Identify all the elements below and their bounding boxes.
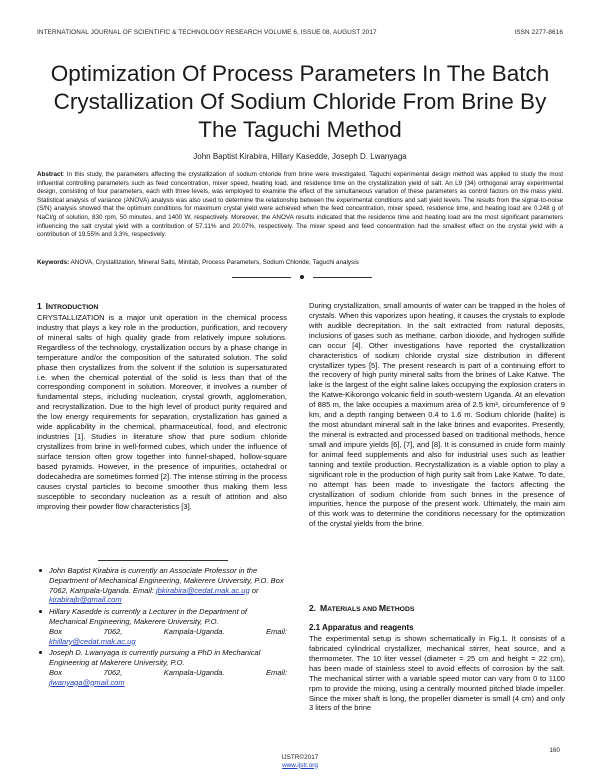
footnote-separator (98, 560, 228, 561)
section-1-cap: I (45, 301, 49, 311)
footnote-address-row (49, 668, 287, 678)
section-2-cap: M (378, 603, 387, 613)
email-link[interactable]: kirabirajb@gmail.com (49, 595, 122, 605)
section-divider (232, 274, 372, 280)
footer-url[interactable]: www.ijstr.org (282, 761, 318, 769)
footnote-item (37, 648, 287, 687)
subsection-2-1-heading: 2.1 Apparatus and reagents (309, 623, 414, 632)
paper-title: Optimization Of Process Parameters In The Batch Crystallization Of Sodium Chloride From Brine By The Taguchi Method (50, 61, 550, 142)
page-number: 160 (549, 747, 560, 754)
footnote-city: Kampala-Uganda. (163, 667, 225, 677)
divider-line-left (232, 277, 291, 278)
issn: ISSN 2277-8616 (514, 29, 563, 36)
section-2-heading (309, 603, 414, 613)
email-link[interactable]: jlwanyaga@gmail.com (49, 677, 125, 687)
footnote-address-row (49, 627, 287, 637)
section-1-heading (37, 301, 98, 311)
email-link[interactable]: khillary@cedat.mak.ac.ug (49, 636, 136, 646)
keywords-label: Keywords: (37, 259, 70, 266)
footnote-boxnum: 7062, (103, 626, 123, 636)
running-header (37, 29, 563, 36)
abstract-label: Abstract (37, 171, 63, 178)
page-footer (0, 754, 600, 769)
apparatus-paragraph: The experimental setup is shown schematically in Fig.1. It consists of a fabricated cylindrical crystallizer, mechanical stirrer, heat source, and a thermometer. The 10 liter vessel (diameter = 25 cm and height = 22 cm), has been made of stainless steel to avoid effects of corrosion by the salt. The mechanical stirrer with a variable speed motor can vary from 0 to 1100 rpm to provide the mixing, using a centrally mounted pitched blade impeller. Since the mixer shaft is long, the propeller diameter is small (4 cm) and only 3 liters of the brine (309, 634, 565, 713)
author-list: John Baptist Kirabira, Hillary Kasedde, Joseph D. Lwanyaga (193, 152, 407, 161)
email-link[interactable]: jbkirabira@cedat.mak.ac.ug (156, 585, 250, 595)
bullet-icon (39, 569, 42, 572)
footnote-text: John Baptist Kirabira is currently an Associate Professor in the Department of Mechanical Engineering, Makerere University, P.O. Box 7062, Kampala-Uganda. Email: (49, 566, 284, 595)
author-footnotes (37, 566, 287, 690)
footnote-email-label: Email: (266, 626, 287, 636)
footnote-box: Box (49, 667, 63, 677)
footnote-text: Hillary Kasedde is currently a Lecturer in the Department of Mechanical Engineering, Makerere University, P.O. (49, 607, 247, 626)
journal-name: INTERNATIONAL JOURNAL OF SCIENTIFIC & TECHNOLOGY RESEARCH VOLUME 6, ISSUE 08, AUGUST 2017 (37, 29, 377, 36)
footnote-email-label: Email: (266, 667, 287, 677)
footnote-joiner: or (249, 585, 259, 595)
section-1-rest: NTRODUCTION (48, 304, 99, 311)
section-1-number: 1 (37, 301, 42, 311)
footer-org: IJSTR©2017 (281, 754, 319, 761)
section-2-rest: ETHODS (386, 606, 415, 613)
keywords (37, 259, 563, 267)
bullet-icon (39, 651, 42, 654)
divider-line-right (313, 277, 372, 278)
bullet-icon (39, 610, 42, 613)
footnote-item (37, 566, 287, 605)
footnote-item (37, 607, 287, 646)
footnote-city: Kampala-Uganda. (163, 626, 225, 636)
section-2-rest: ATERIALS AND (327, 606, 379, 613)
abstract-text: : In this study, the parameters affecting the crystallization of sodium chloride from brine were investigated. Taguchi experimental design method was applied to study the most influential controlling parameters such as feed concentration, mixer speed, heating load, and residence time on the crystallization yield of salt. An L9 (34) orthogonal array experimental design, consisting of four parameters, each with three levels, was employed to examine the effect of the simultaneous variation of these parameters as control factors on the mass yield. Statistical analysis of variance (ANOVA) analysis was also used to determine the relationship between the experimental conditions and salt yield levels. The results from the signal-to-noise (S/N) analysis showed that the optimum conditions for maximum crystal yield were achieved when the feed concentration, mixer speed, residence time, and heating load are 0.248 g of NaCl/g of solution, 830 rpm, 50 minutes, and 1400 W, respectively. Moreover, the ANOVA results indicated that the residence time and heating load are the most significant parameters influencing the salt crystal yield with a contribution of 57.11% and 20.07%, respectively. The mixer speed and feed concentration had the smallest effect on the crystal yield with a contribution of 19.55% and 3.3%, respectively. (37, 171, 563, 239)
footnote-box: Box (49, 626, 63, 636)
abstract (37, 171, 563, 240)
footnote-boxnum: 7062, (103, 667, 123, 677)
section-2-number: 2. (309, 603, 316, 613)
introduction-paragraph: CRYSTALLIZATION is a major unit operation in the chemical process industry that plays a key role in the production, purification, and recovery of mineral salts of high quality grade from relatively impure solutions. Regardless of the technology, crystallization occurs by a phase change in temperature and/or the composition of the saturated solution. The solid phase then crystallizes from the solvent if the solution is supersaturated i.e. when the chemical potential of the solid is less than that of the corresponding component in solution. Moreover, it involves a number of fundamental steps, including nucleation, crystal growth, agglomeration, and recrystallization. Due to the high level of product purity required and the low energy requirements for separation, crystallization has gained a wide applicability in the chemical, pharmaceutical, food, and electronic industries [1]. Studies in literature show that pure sodium chloride crystallizes from brine in well-formed cubes, which under the influence of surface tension often grow together into funnel-shaped, hollow-square based pyramids. However, in the presence of impurities, octahedral or dodecahedra are sometimes formed [2]. The intense stirring in the process causes crystal particles to become smoother thus making them less susceptible to secondary nucleation as a result of attrition and also improving their powder flow characteristics [3]. (37, 313, 287, 511)
footnote-text: Joseph D. Lwanyaga is currently pursuing a PhD in Mechanical Engineering at Makerere University, P.O. (49, 648, 261, 668)
divider-dot (300, 275, 304, 279)
section-2-cap: M (320, 603, 328, 613)
keywords-text: ANOVA, Crystallization, Mineral Salts, Minitab, Process Parameters, Sodium Chloride, Taguchi analysis (69, 259, 359, 266)
introduction-continued-paragraph: During crystallization, small amounts of water can be trapped in the holes of crystals. When this vaporizes upon heating, it causes the crystals to explode with audible decrepitation. In the salt extracted from natural deposits, inclusions of gases such as methane, carbon dioxide, and hydrogen sulfide can occur [4]. Other investigations have reported the crystallization characteristics of sodium chloride crystal size distribution in different crystallizer types [5]. The present research is part of a continuing effort to the recovery of high purity mineral salts from the brines of Lake Katwe. The lake is the largest of the eight saline lakes occupying the explosion craters in the Katwe-Kikorongo volcanic field in south-western Uganda. At an elevation of 885 m, the lake occupies a maximum area of 2.5 km², circumference of 9 km, and a depth ranging between 0.4 to 1.6 m. Sodium chloride (halite) is the most abundant mineral salt in the lake brines and evaporites. Presently, the mineral is extracted and processed based on traditional methods, hence small and impure yields [6], [7], and [8]. It is consumed in crude form mainly for animal feed supplements and also for industrial uses such as leather tanning and textile production. Recrystallization is a viable option to play a significant role in the production of high purity salt from Lake Katwe. To date, no attempt has been made to investigate the factors affecting the crystallization of sodium chloride from such brines in the presence of impurities, hence the purpose of the present work. Ultimately, the main aim of this work was to determine the conditions necessary for the optimization of the crystal yields from the brine. (309, 301, 565, 529)
